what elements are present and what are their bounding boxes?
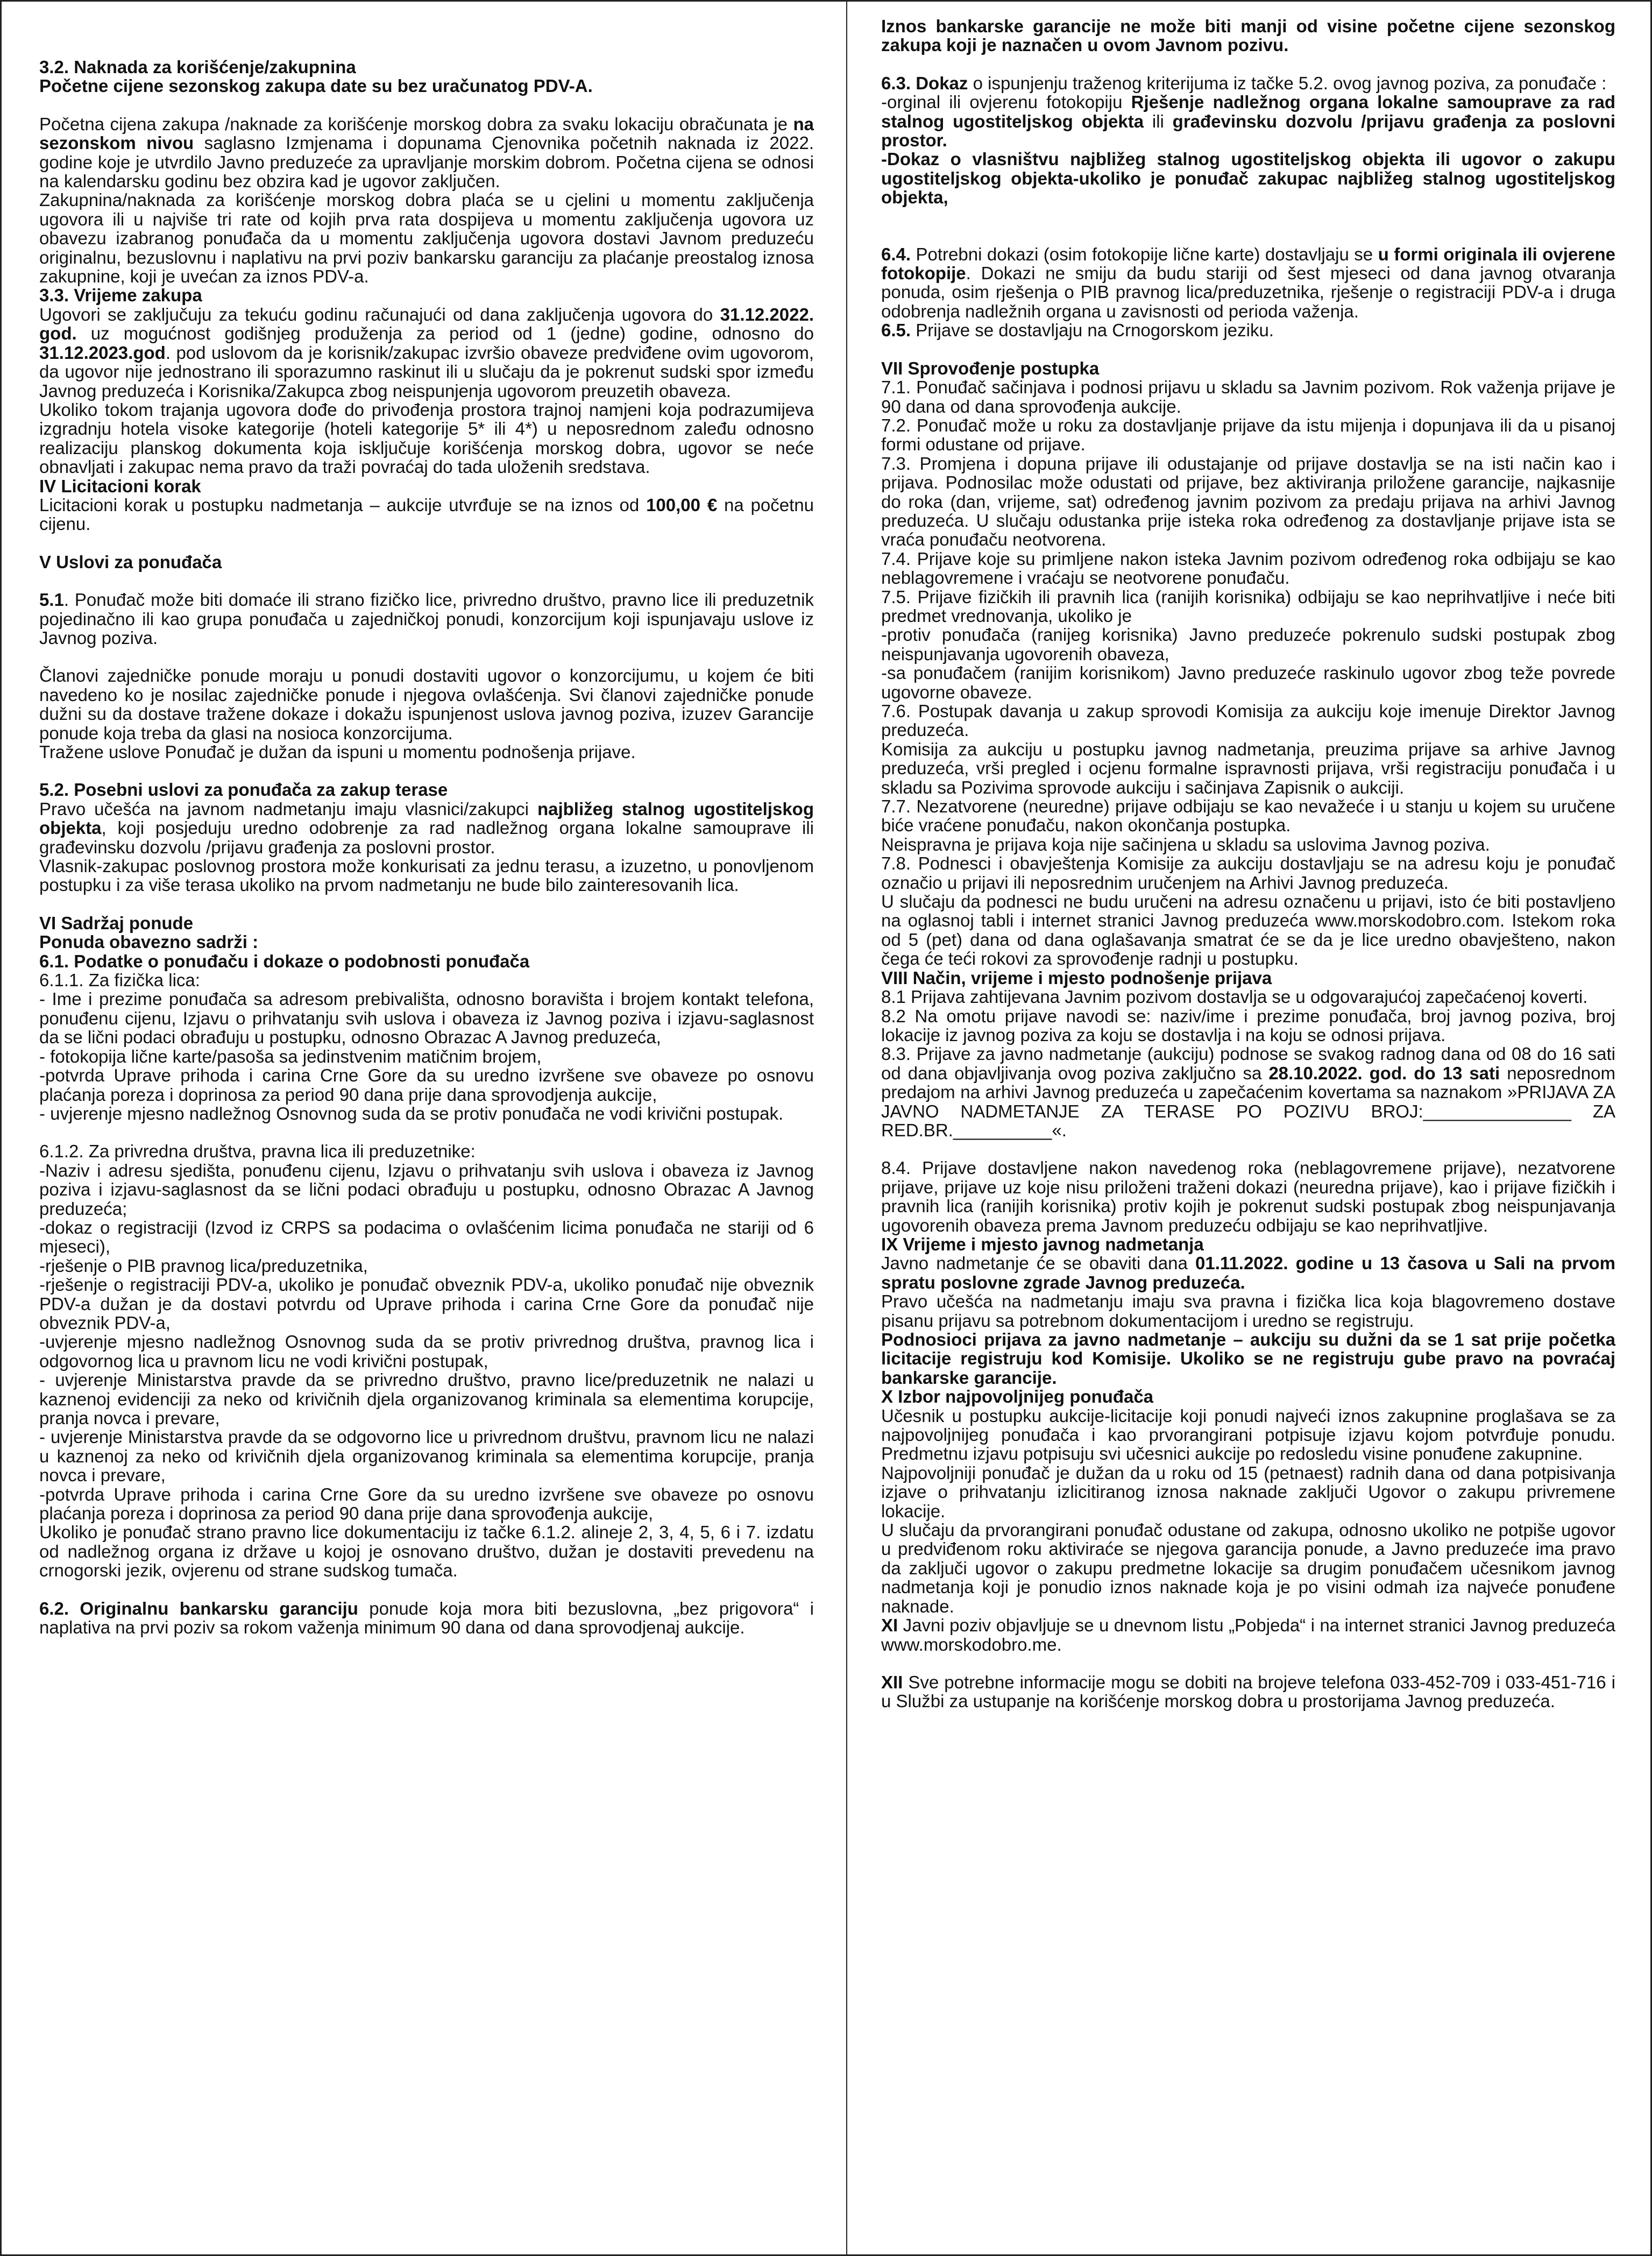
paragraph-contract-deadline: Najpovoljniji ponuđač je dužan da u roku od 15 (petnaest) radnih dana od dana potpisivanja izjave o prihvatanju izlicitiranog iznosa naknade zaključi Ugovor o zakupu privremene lokacije. (881, 1462, 1615, 1521)
paragraph-6-5: 6.5. Prijave se dostavljaju na Crnogorskom jeziku. (881, 320, 1274, 341)
paragraph-terrace-right: Pravo učešća na javnom nadmetanju imaju vlasnici/zakupci najbližeg stalnog ugostiteljskog objekta, koji posjeduju uredno odobrenje za rad nadležnog organa lokalne samouprave ili građevinsku dozvolu /prijavu građenja za poslovni prostor. (39, 798, 814, 857)
paragraph-auction-date: Javno nadmetanje će se obaviti dana 01.11.2022. godine u 13 časova u Sali na prvom spratu poslovne zgrade Javnog preduzeća. (881, 1253, 1615, 1292)
paragraph-8-1: 8.1 Prijava zahtijevana Javnim pozivom dostavlja se u odgovarajućoj zapečaćenoj koverti. (881, 987, 1588, 1007)
paragraph-best-bidder: Učesnik u postupku aukcije-licitacije koji ponudi najveći iznos zakupnine proglašava se za najpovoljnijeg ponuđača i kao prvorangirani potpisuje izjavu kojom potvrđuje ponudu. Predmetnu izjavu potpisuju svi učesnici aukcije po redosledu visine ponuđene zakupnine. (881, 1405, 1615, 1464)
list-item-contract-termination: -sa ponuđačem (ranijim korisnikom) Javno preduzeće raskinulo ugovor zbog teže povrede ugovorne obaveze. (881, 663, 1615, 702)
section-heading-v: V Uslovi za ponuđača (39, 551, 222, 572)
paragraph-6-1-2: 6.1.2. Za privredna društva, pravna lica ili preduzetnike: (39, 1141, 476, 1162)
right-column (881, 2, 1615, 2254)
list-item-id-copy: - fotokopija lične karte/pasoša sa jedinstvenim matičnim brojem, (39, 1046, 542, 1066)
paragraph-withdrawal: U slučaju da prvorangirani ponuđač odustane od zakupa, odnosno ukoliko ne potpiše ugovor u predviđenom roku aktiviraće se njegova garancija ponude, a Javno preduzeće ima pravo da zaključi ugovor o zakupu predmetne lokacije sa drugim ponuđačem učesnikom javnog nadmetanja koji je ponudio iznos naknade koja je po visini odmah iza najveće ponuđene naknade. (881, 1520, 1615, 1616)
paragraph-invalid-application: Neispravna je prijava koja nije sačinjena u skladu sa uslovima Javnog poziva. (881, 834, 1490, 854)
paragraph-xii: XII Sve potrebne informacije mogu se dobiti na brojeve telefona 033-452-709 i 033-451-716 i u Službi za ustupanje na korišćenje morskog dobra u prostorijama Javnog preduzeća. (881, 1672, 1615, 1712)
paragraph-hotel-clause: Ukoliko tokom trajanja ugovora dođe do privođenja prostora trajnoj namjeni koja podrazumijeva izgradnju hotela visoke kategorije (hoteli kategorije 5* ili 4*) u neposrednom zaleđu odnosno realizaciju planskog dokumenta koja isključuje korišćenja morskog dobra, ugovor se neće obnavljati i zakupac nema pravo da traži povraćaj do tada uloženih sredstava. (39, 399, 814, 477)
paragraph-consortium: Članovi zajedničke ponude moraju u ponudi dostaviti ugovor o konzorcijumu, u kojem će biti navedeno ko je nosilac zajedničke ponude i njegova ovlašćenja. Svi članovi zajedničke ponude dužni su da dostave tražene dokaze i dokažu ispunjenost uslova javnog poziva, izuzev Garancije ponude koja treba da glasi na nosioca konzorcijuma. (39, 666, 814, 743)
paragraph-registration-notice: Podnosioci prijava za javno nadmetanje – aukciju su dužni da se 1 sat prije početka licitacije registruju kod Komisije. Ukoliko se ne registruju gube pravo na povraćaj bankarske garancije. (881, 1329, 1615, 1388)
list-item-ministry-company: - uvjerenje Ministarstva pravde da se privredno društvo, pravno lice/preduzetnik ne nalazi u kaznenoj evidenciji za neko od krivičnih djela organizovanog kriminala sa elementima korupcije, pranja novca i prevare, (39, 1370, 814, 1428)
section-heading-ix: IX Vrijeme i mjesto javnog nadmetanja (881, 1234, 1204, 1254)
paragraph-owner-terrace: Vlasnik-zakupac poslovnog prostora može konkurisati za jednu terasu, a izuzetno, u ponovljenom postupku i za više terasa ukoliko na prvom nadmetanju ne bude bilo zainteresovanih lica. (39, 856, 814, 895)
list-item-tax-company: -potvrda Uprave prihoda i carina Crne Gore da su uredno izvršene sve obaveze po osnovu plaćanja poreza i doprinosa za period 90 dana prije dana sprovođenja aukcije, (39, 1484, 814, 1524)
section-heading-x: X Izbor najpovoljnijeg ponuđača (881, 1387, 1154, 1407)
paragraph-notice-board: U slučaju da podnesci ne budu uručeni na adresu označenu u prijavi, isto će biti postavljeno na oglasnoj tabli i internet stranici Javnog preduzeća www.morskodobro.com. Istekom roka od 5 (pet) dana od dana oglašavanja smatrat će se da je lice uredno obavješteno, nakon čega će teći rokovi za sprovođenje radnji u postupku. (881, 892, 1615, 969)
list-item-ownership-proof: -Dokaz o vlasništvu najbližeg stalnog ugostiteljskog objekta ili ugovor o zakupu ugostiteljskog objekta-ukoliko je ponuđač zakupac najbližeg stalnog ugostiteljskog objekta, (881, 149, 1615, 208)
paragraph-8-4: 8.4. Prijave dostavljene nakon navedenog roka (neblagovremene prijave), nezatvorene prijave, prijave uz koje nisu priloženi traženi dokazi (neuredna prijave), kao i prijave fizičkih i pravnih lica (ranijih korisnika) protiv kojih je pokrenut sudski postupak zbog neispunjavanja ugovorenih obaveza prema Javnom preduzeću odbijaju se kao neprihvatljive. (881, 1158, 1615, 1235)
paragraph-guarantee-amount: Iznos bankarske garancije ne može biti manji od visine početne cijene sezonskog zakupa koji je naznačen u ovom Javnom pozivu. (881, 16, 1615, 55)
paragraph-7-3: 7.3. Promjena i dopuna prijave ili odustajanje od prijave dostavlja se na isti način kao i prijava. Podnosilac može odustati od prijave, bez aktiviranja priložene garancije, najkasnije do roka (dan, vrijeme, sat) određenog javnim pozivom za predaju prijava na arhivi Javnog preduzeća. U slučaju odustanka prije isteka roka određenog za dostavljanje prijave ista se vraća ponuđaču neotvorena. (881, 453, 1615, 550)
paragraph-xi: XI Javni poziv objavljuje se u dnevnom listu „Pobjeda“ i na internet stranici Javnog preduzeća www.morskodobro.me. (881, 1615, 1615, 1654)
paragraph-commission: Komisija za aukciju u postupku javnog nadmetanja, preuzima prijave sa arhive Javnog preduzeća, vrši pregled i ocjenu formalne ispravnosti prijava, vrši registraciju ponuđača i u skladu sa Pozivima sprovode aukciju i sačinjava Zapisnik o aukciji. (881, 739, 1615, 797)
paragraph-7-8: 7.8. Podnesci i obavještenja Komisije za aukciju dostavljaju se na adresu koju je ponuđač označio u prijavi ili neposrednim uručenjem na Arhivi Javnog preduzeća. (881, 853, 1615, 893)
left-column (39, 2, 814, 2254)
paragraph-6-3: 6.3. Dokaz o ispunjenju traženog kriterijuma iz tačke 5.2. ovog javnog poziva, za ponuđače : (881, 73, 1607, 93)
section-heading-3-2: 3.2. Naknada za korišćenje/zakupnina (39, 57, 356, 77)
paragraph-foreign-entity: Ukoliko je ponuđač strano pravno lice dokumentaciju iz tačke 6.1.2. alineje 2, 3, 4, 5, 6 i 7. izdatu od nadležnog organa iz države u kojoj je osnovano društvo, dužan je dostaviti prevedenu na crnogorski jezik, ovjerenu od strane sudskog tumača. (39, 1522, 814, 1581)
section-heading-vi: VI Sadržaj ponude (39, 913, 194, 933)
subheading-offer-contains: Ponuda obavezno sadrži : (39, 932, 259, 952)
paragraph-initial-price: Početna cijena zakupa /naknade za korišćenje morskog dobra za svaku lokaciju obračunata je na sezonskom nivou saglasno Izmjenama i dopunama Cjenovnika početnih naknada iz 2022. godine koje je utvrdilo Javno preduzeće za upravljanje morskim dobrom. Početna cijena se odnosi na kalendarsku godinu bez obzira kad je ugovor zaključen. (39, 114, 814, 192)
subheading-6-1: 6.1. Podatke o ponuđaču i dokaze o podobnosti ponuđača (39, 951, 530, 971)
list-item-vat-registration: -rješenje o registraciji PDV-a, ukoliko je ponuđač obveznik PDV-a, ukoliko ponuđač nije obveznik PDV-a dužan je da dostavi potvrdu od Uprave prihoda i carina Crne Gore da ponuđač nije obveznik PDV-a, (39, 1275, 814, 1333)
list-item-court-proceedings: -protiv ponuđača (ranijeg korisnika) Javno preduzeće pokrenulo sudski postupak zbog neispunjavanja ugovorenih obaveza, (881, 625, 1615, 664)
section-heading-iv: IV Licitacioni korak (39, 476, 201, 496)
paragraph-6-1-1: 6.1.1. Za fizička lica: (39, 970, 200, 991)
paragraph-5-2-heading: 5.2. Posebni uslovi za ponuđača za zakup terase (39, 780, 448, 800)
paragraph-5-1: 5.1. Ponuđač može biti domaće ili strano fizičko lice, privredno društvo, pravno lice ili preduzetnik pojedinačno ili kao grupa ponuđača u zajedničkoj ponudi, konzorcijum koji ispunjavaju uslove iz Javnog poziva. (39, 590, 814, 648)
paragraph-6-2: 6.2. Originalnu bankarsku garanciju ponude koja mora biti bezuslovna, „bez prigovora“ i naplativa na prvi poziv sa rokom važenja minimum 90 dana od dana sprovodjenaj aukcije. (39, 1598, 814, 1638)
list-item-registration-proof: -dokaz o registraciji (Izvod iz CRPS sa podacima o ovlašćenim licima ponuđača ne stariji od 6 mjeseci), (39, 1217, 814, 1257)
list-item-local-permit: -orginal ili ovjerenu fotokopiju Rješenje nadležnog organa lokalne samouprave za rad stalnog ugostiteljskog objekta ili građevinsku dozvolu /prijavu građenja za poslovni prostor. (881, 92, 1616, 151)
list-item-court-company: -uvjerenje mjesno nadležnog Osnovnog suda da se protiv privrednog društva, pravnog lica i odgovornog lica u pravnom licu ne vodi krivični postupak, (39, 1332, 814, 1371)
subheading-prices-without-vat: Početne cijene sezonskog zakupa date su bez uračunatog PDV-A. (39, 76, 593, 96)
paragraph-8-2: 8.2 Na omotu prijave navodi se: naziv/ime i prezime ponuđača, broj javnog poziva, broj lokacije iz javnog poziva za koju se dostavlja i na koju se odnosi prijava. (881, 1006, 1615, 1045)
section-heading-vii: VII Sprovođenje postupka (881, 358, 1100, 378)
list-item-name-address: - Ime i prezime ponuđača sa adresom prebivališta, odnosno boravišta i brojem kontakt telefona, ponuđenu cijenu, Izjavu o prihvatanju svih uslova i obaveza iz Javnog poziva i izjavu-saglasnost da se lični podaci obrađuju u postupku, odnosno Obrazac A Javnog preduzeća, (39, 989, 814, 1048)
paragraph-7-2: 7.2. Ponuđač može u roku za dostavljanje prijave da istu mijenja i dopunjava ili da u pisanoj formi odustane od prijave. (881, 415, 1615, 455)
paragraph-7-7: 7.7. Nezatvorene (neuredne) prijave odbijaju se kao nevažeće i u stanju u kojem su uručene biće vraćene ponuđaču, nakon okončanja postupka. (881, 796, 1615, 836)
list-item-court-certificate: - uvjerenje mjesno nadležnog Osnovnog suda da se protiv ponuđača ne vodi krivični postupak. (39, 1103, 784, 1123)
paragraph-bidding-step: Licitacioni korak u postupku nadmetanja – aukcije utvrđuje se na iznos od 100,00 € na početnu cijenu. (39, 494, 814, 534)
paragraph-payment-terms: Zakupnina/naknada za korišćenje morskog dobra plaća se u cjelini u momentu zaključenja ugovora ili u najviše tri rate od kojih prva rata dospijeva u momentu zaključenja ugovora uz obavezu izabranog ponuđača da u momentu zaključenja ugovora dostavi Javnom preduzeću originalnu, bezuslovnu i naplativu na prvi poziv bankarsku garanciju za plaćanje preostalog iznosa zakupnine, koji je uvećan za iznos PDV-a. (39, 190, 814, 287)
section-heading-viii: VIII Način, vrijeme i mjesto podnošenje prijava (881, 967, 1272, 988)
list-item-company-name: -Naziv i adresu sjedišta, ponuđenu cijenu, Izjavu o prihvatanju svih uslova i obaveza iz Javnog poziva i izjavu-saglasnost da se lični podaci obrađuju u postupku, odnosno Obrazac A Javnog preduzeća; (39, 1160, 814, 1219)
paragraph-participation-right: Pravo učešća na nadmetanju imaju sva pravna i fizička lica koja blagovremeno dostave pisanu prijavu sa potrebnom dokumentacijom i uredno se registruju. (881, 1291, 1615, 1331)
paragraph-conditions-moment: Tražene uslove Ponuđač je dužan da ispuni u momentu podnošenja prijave. (39, 742, 636, 762)
section-heading-3-3: 3.3. Vrijeme zakupa (39, 285, 202, 306)
paragraph-6-4: 6.4. Potrebni dokazi (osim fotokopije lične karte) dostavljaju se u formi originala ili ovjerene fotokopije. Dokazi ne smiju da budu stariji od šest mjeseci od dana javnog otvaranja ponuda, osim rješenja o PIB pravnog lica/preduzetnika, rješenje o registraciji PDV-a i druga odobrenja nadležnih organa u zavisnosti od perioda važenja. (881, 244, 1615, 321)
list-item-pib: -rješenje o PIB pravnog lica/preduzetnika, (39, 1255, 368, 1276)
list-item-ministry-person: - uvjerenje Ministarstva pravde da se odgovorno lice u privrednom društvu, pravnom licu ne nalazi u kaznenoj za neko od krivičnih djela organizovanog kriminala sa elementima korupcije, pranja novca i prevare, (39, 1427, 814, 1486)
paragraph-7-5: 7.5. Prijave fizičkih ili pravnih lica (ranijih korisnika) odbijaju se kao neprihvatljive i neće biti predmet vrednovanja, ukoliko je (881, 586, 1615, 626)
paragraph-lease-duration: Ugovori se zaključuju za tekuću godinu računajući od dana zaključenja ugovora do 31.12.2022. god. uz mogućnost godišnjeg produženja za period od 1 (jedne) godine, odnosno do 31.12.2023.god. pod uslovom da je korisnik/zakupac izvršio obaveze predviđene ovim ugovorom, da ugovor nije jednostrano ili sporazumno raskinut ili u slučaju da je pokrenut sudski spor između Javnog preduzeća i Korisnika/Zakupca zbog neispunjenja ugovorom preuzetih obaveza. (39, 304, 814, 401)
list-item-tax-confirmation: -potvrda Uprave prihoda i carina Crne Gore da su uredno izvršene sve obaveze po osnovu plaćanja poreza i doprinosa za period 90 dana prije dana sprovodjenja aukcije, (39, 1065, 814, 1105)
paragraph-8-3: 8.3. Prijave za javno nadmetanje (aukciju) podnose se svakog radnog dana od 08 do 16 sati od dana objavljivanja ovog poziva zaključno sa 28.10.2022. god. do 13 sati neposrednom predajom na arhivi Javnog preduzeća u zapečaćenim kovertama sa naznakom »PRIJAVA ZA JAVNO NADMETANJE ZA TERASE PO POZIVU BROJ:_______________ ZA RED.BR.__________«. (881, 1044, 1615, 1140)
column-divider (846, 2, 847, 2254)
paragraph-7-6: 7.6. Postupak davanja u zakup sprovodi Komisija za aukciju koje imenuje Direktor Javnog preduzeća. (881, 701, 1615, 740)
paragraph-7-1: 7.1. Ponuđač sačinjava i podnosi prijavu u skladu sa Javnim pozivom. Rok važenja prijave je 90 dana od dana sprovođenja aukcije. (881, 377, 1615, 416)
paragraph-7-4: 7.4. Prijave koje su primljene nakon isteka Javnim pozivom određenog roka odbijaju se kao neblagovremene i vraćaju se neotvorene ponuđaču. (881, 548, 1615, 588)
